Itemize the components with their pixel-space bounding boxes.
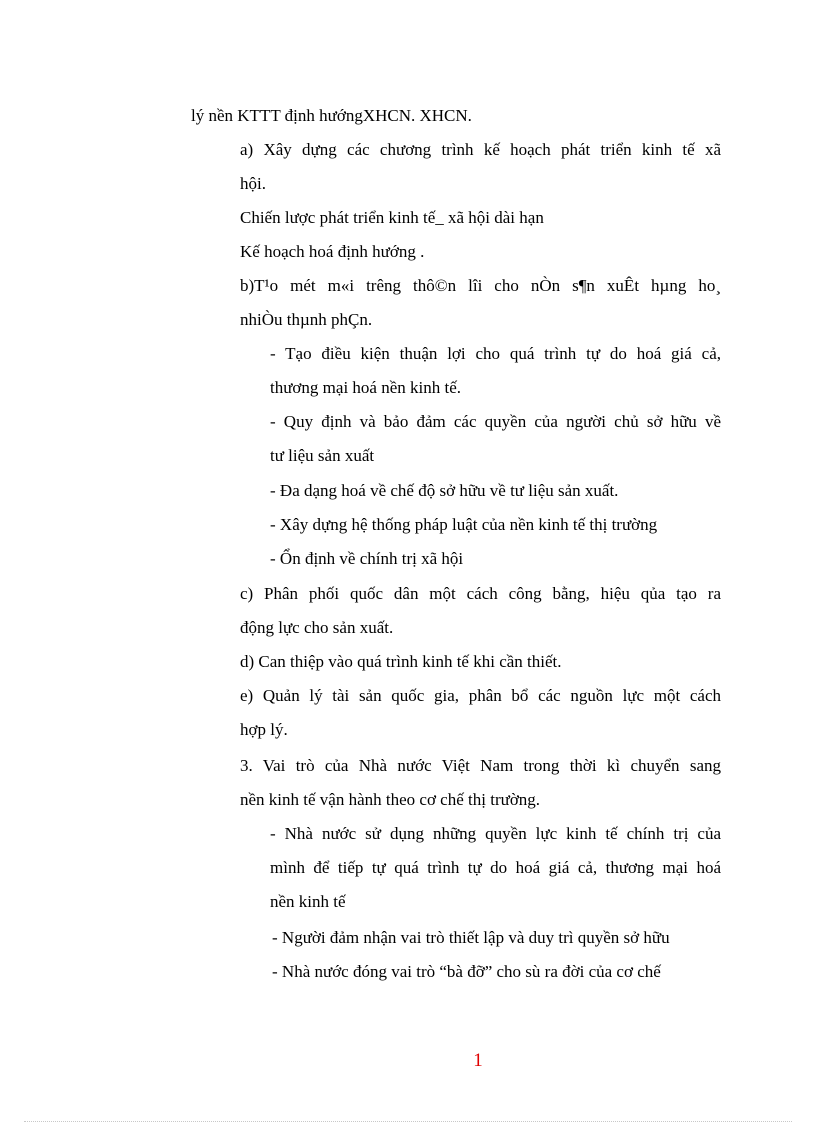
page-bottom-divider [24, 1121, 792, 1122]
text-line: nhiÒu thµnh phÇn. [240, 310, 373, 329]
text-line: - Nhà nước đóng vai trò “bà đỡ” cho sù ra đời của cơ chế [272, 962, 661, 981]
text-line: tư liệu sản xuất [270, 446, 375, 465]
page-number: 1 [473, 1050, 483, 1071]
text-line: b)T¹o mét m«i trêng thô©n lîi cho nÒn s¶n xuÊt hµng ho¸ [240, 276, 721, 295]
text-line: - Tạo điều kiện thuận lợi cho quá trình tự do hoá giá cả, [270, 344, 721, 363]
text-line: động lực cho sản xuất. [240, 618, 394, 637]
text-line: - Quy định và bảo đảm các quyền của người chủ sở hữu về [270, 412, 721, 431]
text-line: hợp lý. [240, 720, 288, 739]
text-line: mình để tiếp tự quá trình tự do hoá giá cả, thương mại hoá [270, 858, 721, 877]
text-line: a) Xây dựng các chương trình kế hoạch phát triển kinh tế xã [240, 140, 721, 159]
text-line: thương mại hoá nền kinh tế. [270, 378, 462, 397]
section-heading: 3. Vai trò của Nhà nước Việt Nam trong thời kì chuyển sang [240, 756, 721, 775]
text-line: d) Can thiệp vào quá trình kinh tế khi cần thiết. [240, 652, 562, 671]
text-line: - Xây dựng hệ thống pháp luật của nền kinh tế thị trường [270, 515, 658, 534]
section-heading: nền kinh tế vận hành theo cơ chế thị trường. [240, 790, 541, 809]
text-line: - Người đảm nhận vai trò thiết lập và duy trì quyền sở hữu [272, 928, 670, 947]
text-line: Chiến lược phát triển kinh tế_ xã hội dài hạn [240, 208, 544, 227]
text-line: - Nhà nước sử dụng những quyền lực kinh tế chính trị của [270, 824, 721, 843]
text-line: nền kinh tế [270, 892, 346, 911]
text-line: hội. [240, 174, 266, 193]
text-line: e) Quản lý tài sản quốc gia, phân bổ các nguồn lực một cách [240, 686, 721, 705]
text-line: - Đa dạng hoá về chế độ sở hữu về tư liệu sản xuất. [270, 481, 619, 500]
text-line: Kế hoạch hoá định hướng . [240, 242, 425, 261]
text-line: lý nền KTTT định hướngXHCN. XHCN. [191, 106, 472, 125]
text-line: c) Phân phối quốc dân một cách công bằng, hiệu qủa tạo ra [240, 584, 721, 603]
text-line: - Ổn định về chính trị xã hội [270, 549, 464, 568]
